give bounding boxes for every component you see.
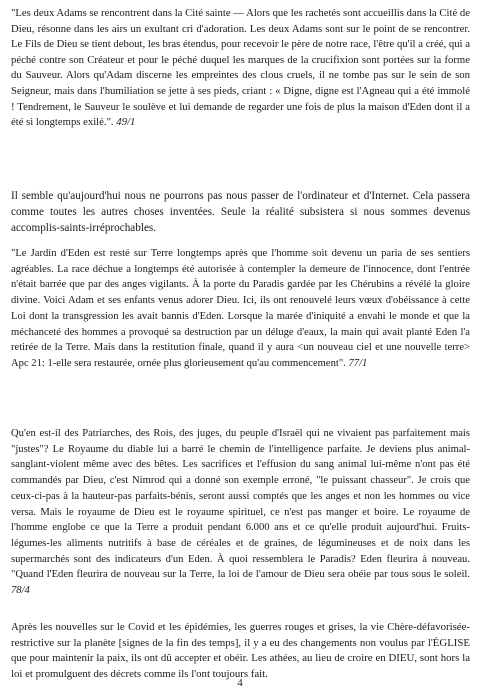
page-number: 4 xyxy=(237,677,243,689)
paragraph-adams-rencontre xyxy=(11,6,470,131)
paragraph-text: Il semble qu'aujourd'hui nous ne pourrons pas nous passer de l'ordinateur et d'Internet. Cela passera comme toutes les autres choses inventées. Seule la réalité subsistera si nous sommes devenus accomplis-saints-irréprochables. xyxy=(11,190,470,234)
paragraph-text: "Les deux Adams se rencontrent dans la Cité sainte — Alors que les rachetés sont accueillis dans la Cité de Dieu, résonne dans les airs un exultant cri d'adoration. Les deux Adams sont sur le point de se rencontrer. Le Fils de Dieu se tient debout, les bras étendus, pour recevoir le père de notre race, l'être qu'il a créé, qui a péché contre son Créateur et pour le péché duquel les marques de la crucifixion sont portées sur la forme du Sauveur. Alors qu'Adam discerne les empreintes des clous cruels, il ne tombe pas sur le sein de son Seigneur, mais dans l'humiliation se jette à ses pieds, criant : « Digne, digne est l'Agneau qui a été immolé ! Tendrement, le Sauveur le soulève et lui demande de regarder une fois de plus la maison d'Eden dont il a été si longtemps exilé.". xyxy=(11,7,470,129)
reference-citation: 78/4 xyxy=(11,585,30,597)
paragraph-text: "Le Jardin d'Eden est resté sur Terre longtemps après que l'homme soit devenu un paria de ses sentiers agréables. La race déchue a longtemps été autorisée à contempler la demeure de l'innocence, dont l'entrée n'était barrée que par des anges vigilants. À la porte du Paradis gardée par les Chérubins a révélé la gloire divine. Voici Adam et ses enfants venus adorer Dieu. Ici, ils ont renouvelé leurs vœux d'obéissance à cette Loi dont la transgression les avait bannis d'Eden. Lorsque la marée d'iniquité a envahi le monde et que la méchanceté des hommes a provoqué sa destruction par un déluge d'eaux, la main qui avait planté Eden l'a retirée de la Terre. Mais dans la restitution finale, quand il y aura <un nouveau ciel et une nouvelle terre> Apc 21: 1-elle sera restaurée, ornée plus glorieusement qu'au commencement". xyxy=(11,248,470,369)
paragraph-patriarches xyxy=(11,426,470,599)
paragraph-text: Qu'en est-il des Patriarches, des Rois, des juges, du peuple d'Israël qui ne vivaient pas parfaitement mais "justes"? Le Royaume du diable lui a barré le chemin de l'intelligence parfaite. Je deviens plus animal-sanglant-violent même avec des bêtes. Les sacrifices et l'effusion du sang animal lui-même n'ont pas été commandés par Dieu, c'est Nimrod qui a donné son exemple erroné, "le puissant chasseur". Je crois que ceux-ci-pas à la hauteur-pas parfaits-bénis, seront aussi comptés que les anges et non les hommes ou vice versa. Mais le royaume de Dieu est le royaume spirituel, ce n'est pas manger et boire. Le royaume de l'homme englobe ce que la Terre a produit pendant 6.000 ans et ce qu'elle produit aujourd'hui. Fruits-légumes-les aliments nutritifs à base de céréales et de graines, de légumineuses et de noix dans les supermarchés sont des indicateurs d'un Eden. À quoi ressemblera le Paradis? Eden fleurira à nouveau. "Quand l'Eden fleurira de nouveau sur la Terre, la loi de l'amour de Dieu sera obéie par tous sous le soleil. xyxy=(11,428,470,581)
reference-citation: 49/1 xyxy=(116,116,136,129)
paragraph-text: Après les nouvelles sur le Covid et les épidémies, les guerres rouges et grises, la vie Chère-défavorisée-restrictive sur la planète [signes de la fin des temps], il y a eu des changements non voulus par l'ÉGLISE que pour maintenir la paix, ils ont dû accepter et obéir. Les athées, au lieu de croire en DIEU, sont hors la loi et promulguent des décrets comme ils l'ont toujours fait. xyxy=(11,621,470,681)
paragraph-ordinateur-internet xyxy=(11,189,470,236)
reference-citation: 77/1 xyxy=(348,357,368,369)
paragraph-covid-eglise xyxy=(11,620,470,683)
paragraph-jardin-eden xyxy=(11,246,470,372)
